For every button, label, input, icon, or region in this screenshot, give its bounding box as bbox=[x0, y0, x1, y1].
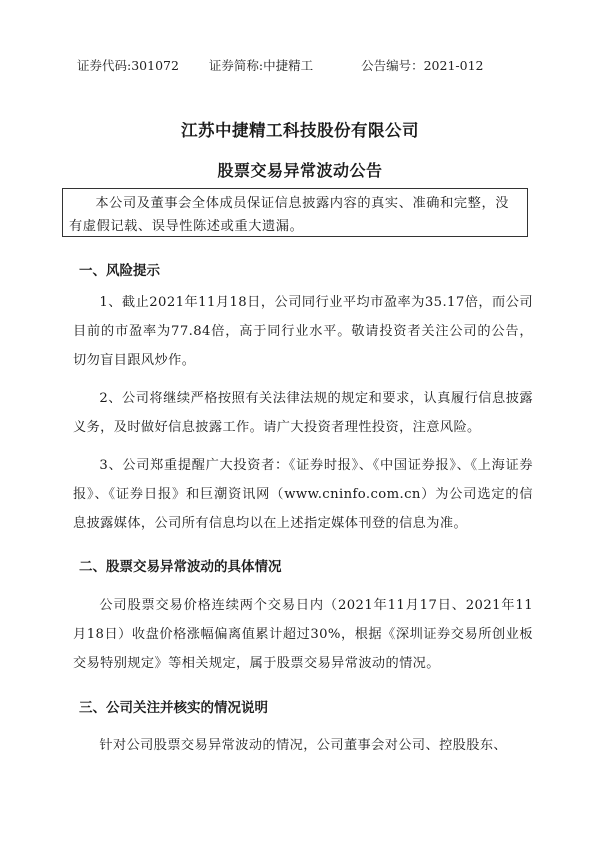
section-heading-verification: 三、公司关注并核实的情况说明 bbox=[79, 700, 268, 716]
company-name: 江苏中捷精工科技股份有限公司 bbox=[181, 121, 419, 140]
section-heading-details: 二、股票交易异常波动的具体情况 bbox=[79, 559, 282, 575]
paragraph: 3、公司郑重提醒广大投资者：《证券时报》、《中国证券报》、《上海证券报》、《证券日报》和巨潮资讯网（www.cninfo.com.cn）为公司选定的信息披露媒体，公司所有信息均以在上述指定媒体刊登的信息为准。 bbox=[73, 458, 533, 531]
paragraph: 2、公司将继续严格按照有关法律法规的规定和要求，认真履行信息披露义务，及时做好信息披露工作。请广大投资者理性投资，注意风险。 bbox=[73, 391, 533, 435]
paragraph: 公司股票交易价格连续两个交易日内（2021年11月17日、2021年11月18日）收盘价格涨幅偏离值累计超过30%，根据《深圳证券交易所创业板交易特别规定》等相关规定，属于股票交易异常波动的情况。 bbox=[73, 598, 533, 671]
paragraph: 针对公司股票交易异常波动的情况，公司董事会对公司、控股股东、 bbox=[99, 738, 508, 753]
stock-short-name: 证券简称:中捷精工 bbox=[208, 58, 314, 73]
stock-code: 证券代码:301072 bbox=[77, 58, 179, 73]
header-line bbox=[77, 56, 537, 74]
announcement-title: 股票交易异常波动公告 bbox=[217, 161, 383, 180]
announcement-number: 公告编号：2021-012 bbox=[361, 58, 484, 73]
section-heading-risk: 一、风险提示 bbox=[79, 263, 160, 279]
disclaimer-box: 本公司及董事会全体成员保证信息披露内容的真实、准确和完整，没有虚假记载、误导性陈述或重大遗漏。 bbox=[62, 188, 528, 237]
paragraph: 1、截止2021年11月18日，公司同行业平均市盈率为35.17倍，而公司目前的市盈率为77.84倍，高于同行业水平。敬请投资者关注公司的公告，切勿盲目跟风炒作。 bbox=[73, 295, 533, 368]
